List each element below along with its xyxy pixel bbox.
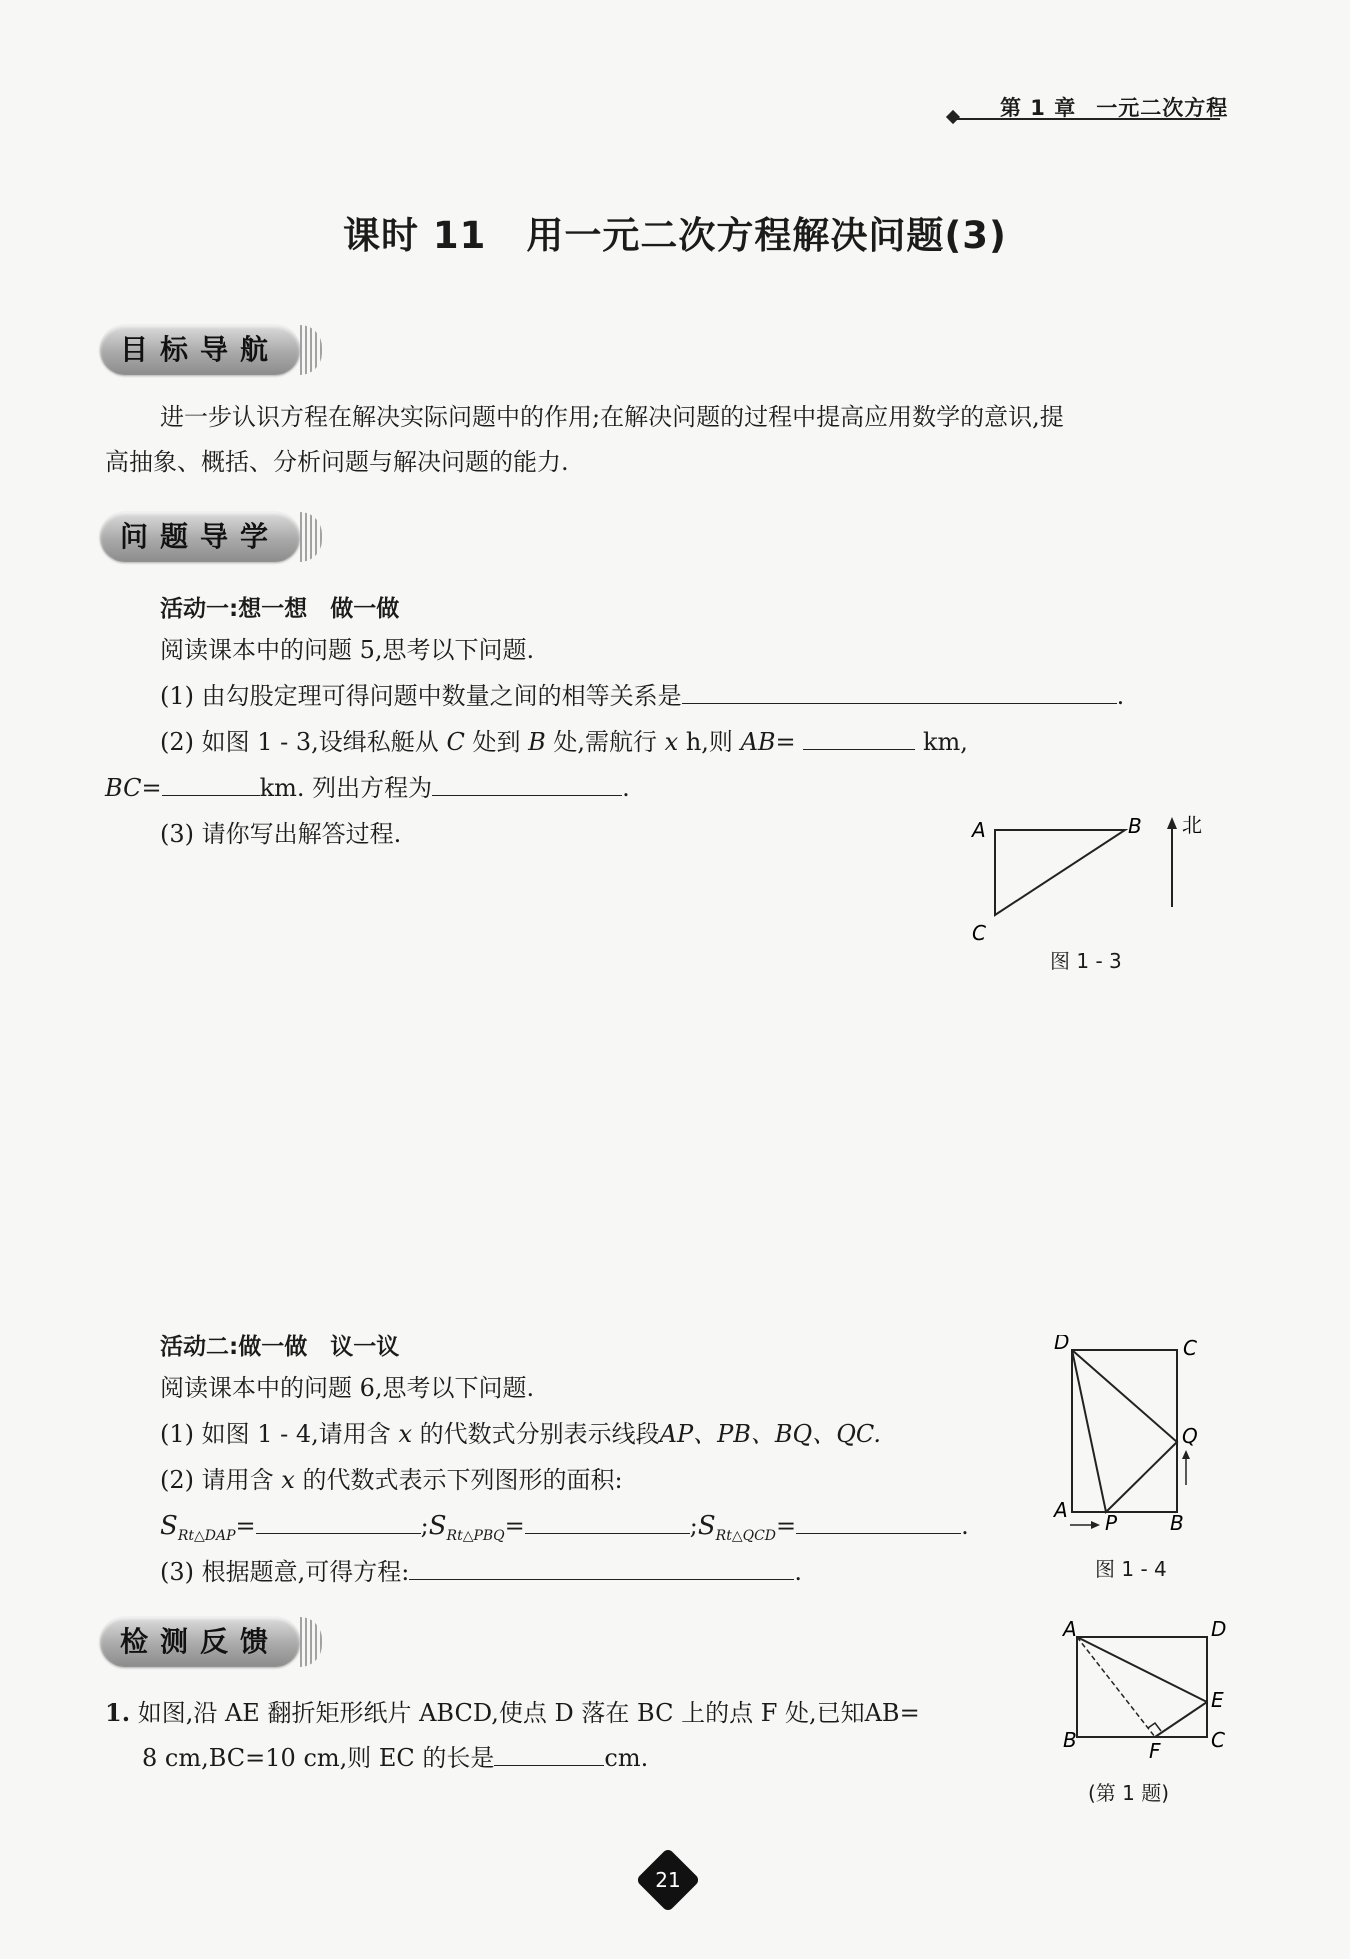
figure-1-3 [960,815,1220,955]
tag-stripes [300,1617,322,1667]
tag-stripes [300,325,322,375]
label-c: C [1183,1336,1197,1360]
label-f: F [1149,1739,1161,1763]
activity2-q1 [160,1412,881,1457]
q2-text-c: 处,需航行 [553,728,658,756]
q1-text: 如图,沿 AE 翻折矩形纸片 ABCD,使点 D 落在 BC 上的点 F 处,已知AB= [137,1699,920,1727]
bc-answer-blank[interactable] [162,769,260,796]
equals: = [776,1512,797,1540]
area-s1-letter: S [160,1511,178,1541]
activity1-q2-line1 [160,720,1230,765]
north-arrowhead-icon [1167,817,1177,829]
activity1-q3: (3) 请你写出解答过程. [160,820,402,848]
label-a: A [972,818,986,842]
feedback-tag-label: 检测反馈 [100,1617,300,1667]
lesson-name: 用一元二次方程解决问题(3) [526,214,1007,257]
var-bc: BC [105,774,142,802]
semicolon: ; [689,1512,698,1540]
semicolon: ; [420,1512,429,1540]
q2-text-d: h,则 [685,728,733,756]
figure-1-4-caption: 图 1 - 4 [1095,1557,1167,1581]
area-s3-sub: Rt△QCD [715,1527,777,1544]
dashed-af [1077,1637,1155,1737]
var-x: x [281,1466,295,1494]
q1-text-b: 8 cm,BC=10 cm,则 EC 的长是 [142,1744,495,1772]
feedback-q1-line2 [142,1736,1042,1781]
area-s3-letter: S [697,1511,716,1541]
label-b: B [1063,1728,1077,1752]
period: . [961,1512,969,1540]
guide-tag-label: 问题导学 [100,512,300,562]
right-angle-mark [1148,1723,1161,1731]
activity1-heading: 活动一:想一想 做一做 [160,596,400,622]
unit-cm: cm. [604,1744,649,1772]
var-b: B [528,728,546,756]
chapter-number: 第 1 章 [1000,96,1077,120]
equals: = [775,728,796,756]
q2-text-b: 处到 [472,728,521,756]
feedback-section-tag [100,1617,322,1667]
equation-answer-blank[interactable] [409,1553,794,1580]
feedback-q1-line1 [105,1690,1045,1736]
q2-text-a: (2) 请用含 [160,1466,274,1494]
equation-answer-blank[interactable] [432,769,622,796]
label-c: C [972,921,986,945]
q1-text-b: 的代数式分别表示线段 [419,1420,660,1448]
ec-answer-blank[interactable] [494,1739,604,1766]
activity2-q2 [160,1458,623,1503]
activity1-q1: (1) 由勾股定理可得问题中数量之间的相等关系是 . [160,674,1230,719]
var-x: x [664,728,679,756]
activity2-heading: 活动二:做一做 议一议 [160,1334,400,1360]
q2-text-b: 的代数式表示下列图形的面积: [302,1466,623,1494]
triangle-dpq [1072,1350,1177,1512]
figure-q1 [1055,1615,1230,1775]
var-ab: AB [740,728,776,756]
q1-text-a: (1) 如图 1 - 4,请用含 [160,1420,391,1448]
rect-abcd [1072,1350,1177,1512]
figure-1-3-caption: 图 1 - 3 [1050,949,1122,973]
label-b: B [1170,1511,1184,1535]
label-p: P [1105,1511,1118,1535]
s-qcd-answer-blank[interactable] [796,1507,961,1534]
equals: = [504,1512,525,1540]
segment-fe [1155,1702,1207,1737]
chapter-name: 一元二次方程 [1096,96,1229,120]
page-title [0,205,1350,259]
header-diamond-icon [946,110,960,124]
q2-text-e: km. 列出方程为 [259,774,433,802]
triangle-abc [995,830,1125,915]
goal-text-line2: 高抽象、概括、分析问题与解决问题的能力. [105,448,569,476]
guide-section-tag [100,512,322,562]
goal-tag-label: 目标导航 [100,325,300,375]
q1-number: 1. [105,1698,131,1727]
label-e: E [1211,1688,1224,1712]
var-x: x [398,1420,412,1448]
label-q: Q [1182,1424,1198,1448]
period: . [622,774,630,802]
s-pbq-answer-blank[interactable] [525,1507,690,1534]
activity1-q2-line2 [105,766,1205,811]
ab-answer-blank[interactable] [803,723,915,750]
label-d: D [1211,1617,1227,1641]
right-arrowhead-icon [1091,1521,1100,1529]
s-dap-answer-blank[interactable] [256,1507,421,1534]
activity2-intro: 阅读课本中的问题 6,思考以下问题. [160,1374,535,1402]
equals: = [235,1512,256,1540]
label-a: A [1054,1498,1068,1522]
goal-section-tag [100,325,322,375]
var-c: C [446,728,465,756]
up-arrowhead-icon [1182,1450,1190,1459]
label-north: 北 [1182,815,1202,837]
area-s2-sub: Rt△PBQ [446,1527,505,1544]
label-c: C [1211,1728,1225,1752]
figure-q1-caption: (第 1 题) [1088,1781,1170,1805]
activity2-q3: (3) 根据题意,可得方程: . [160,1550,802,1595]
unit-km: km, [922,728,968,756]
q1-answer-blank[interactable] [682,677,1117,704]
label-d: D [1054,1335,1070,1354]
label-b: B [1128,815,1142,838]
area-s1-sub: Rt△DAP [177,1527,236,1544]
fold-line-ae [1077,1637,1207,1702]
q1-text: (1) 由勾股定理可得问题中数量之间的相等关系是 [160,682,682,710]
activity1-intro: 阅读课本中的问题 5,思考以下问题. [160,636,535,664]
goal-text-line1: 进一步认识方程在解决实际问题中的作用;在解决问题的过程中提高应用数学的意识,提 [160,403,1064,431]
q3-text: (3) 根据题意,可得方程: [160,1558,410,1586]
q2-text-a: (2) 如图 1 - 3,设缉私艇从 [160,728,439,756]
label-a: A [1063,1617,1077,1641]
segments: AP、PB、BQ、QC. [659,1420,882,1448]
figure-1-4 [1050,1335,1220,1535]
page-number: 21 [655,1868,681,1892]
header-rule [955,118,1220,120]
equals: = [141,774,162,802]
tag-stripes [300,512,322,562]
lesson-number: 课时 11 [343,214,487,257]
area-s2-letter: S [428,1511,447,1541]
rect-abcd [1077,1637,1207,1737]
